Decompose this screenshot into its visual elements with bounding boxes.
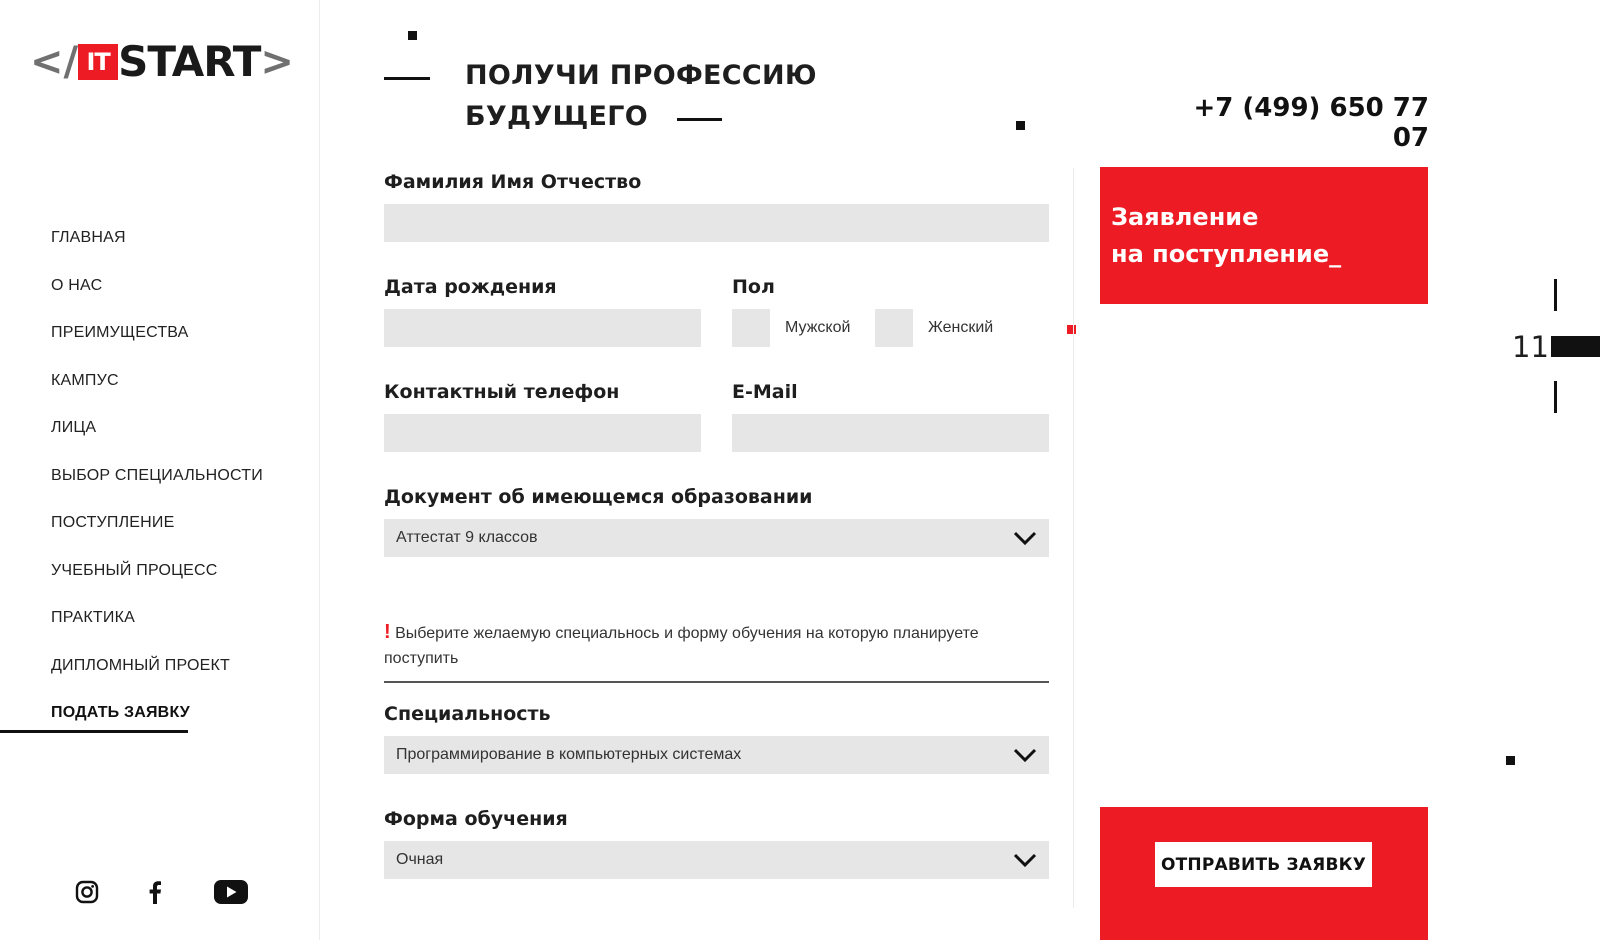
- nav-item-study-process[interactable]: УЧЕБНЫЙ ПРОЦЕСС: [51, 561, 218, 579]
- logo-it-badge: IT: [78, 44, 118, 80]
- gender-label: Пол: [732, 276, 775, 298]
- study-form-select[interactable]: [384, 841, 1049, 879]
- nav-item-faces[interactable]: ЛИЦА: [51, 419, 97, 436]
- deco-vertical-bar: [1554, 381, 1557, 413]
- nav-item-campus[interactable]: КАМПУС: [51, 371, 119, 389]
- chevron-down-icon: [1013, 850, 1037, 870]
- logo[interactable]: [30, 37, 294, 86]
- contact-phone-label: Контактный телефон: [384, 381, 620, 403]
- deco-square: [1506, 756, 1515, 765]
- contact-phone-field[interactable]: [384, 414, 701, 452]
- specialty-notice: [384, 620, 1049, 683]
- specialty-label: Специальность: [384, 703, 551, 725]
- fio-label: Фамилия Имя Отчество: [384, 171, 642, 193]
- nav-item-apply[interactable]: ПОДАТЬ ЗАЯВКУ: [51, 704, 190, 721]
- nav-item-diploma[interactable]: ДИПЛОМНЫЙ ПРОЕКТ: [51, 656, 231, 674]
- facebook-icon[interactable]: [148, 880, 162, 909]
- deco-red-square: [1067, 325, 1076, 334]
- fio-field[interactable]: [384, 204, 1049, 242]
- page-title-line1: ПОЛУЧИ ПРОФЕССИЮ: [465, 60, 817, 91]
- instagram-icon[interactable]: [75, 880, 99, 909]
- page-title: [465, 55, 817, 137]
- chevron-down-icon: [1013, 528, 1037, 548]
- notice-text: Выберите желаемую специальнось и форму обучения на которую планируете поступить: [384, 625, 979, 667]
- column-divider: [1073, 168, 1074, 908]
- deco-square: [408, 31, 417, 40]
- deco-horizontal-bar: [1551, 336, 1600, 357]
- application-title-panel: Заявление на поступление_: [1100, 167, 1428, 304]
- nav-active-underline: [0, 730, 188, 733]
- gender-female-radio[interactable]: [875, 309, 913, 347]
- nav-item-about[interactable]: О НАС: [51, 276, 103, 294]
- deco-square: [1016, 121, 1025, 130]
- logo-start-text: START: [118, 37, 261, 86]
- page-title-line2: БУДУЩЕГО: [465, 101, 649, 132]
- logo-open-bracket: </: [30, 39, 79, 85]
- birth-date-label: Дата рождения: [384, 276, 557, 298]
- study-form-label: Форма обучения: [384, 808, 568, 830]
- deco-vertical-bar: [1554, 279, 1557, 311]
- specialty-value: Программирование в компьютерных системах: [396, 746, 742, 763]
- nav-item-admission[interactable]: ПОСТУПЛЕНИЕ: [51, 514, 175, 531]
- deco-dash: [384, 77, 430, 80]
- birth-date-field[interactable]: [384, 309, 701, 347]
- nav-item-home[interactable]: ГЛАВНАЯ: [51, 229, 126, 246]
- study-form-value: Очная: [396, 851, 444, 868]
- education-doc-label: Документ об имеющемся образовании: [384, 486, 813, 508]
- submit-application-button[interactable]: ОТПРАВИТЬ ЗАЯВКУ: [1155, 842, 1372, 887]
- phone-link[interactable]: +7 (499) 650 77 07: [1193, 93, 1429, 153]
- logo-close-bracket: >: [260, 39, 294, 85]
- page-number: 11: [1512, 330, 1549, 364]
- gender-male-label[interactable]: Мужской: [785, 319, 851, 336]
- email-field[interactable]: [732, 414, 1049, 452]
- specialty-select[interactable]: [384, 736, 1049, 774]
- education-doc-select[interactable]: [384, 519, 1049, 557]
- nav-item-specialty[interactable]: ВЫБОР СПЕЦИАЛЬНОСТИ: [51, 466, 263, 484]
- email-label: E-Mail: [732, 381, 798, 403]
- youtube-icon[interactable]: [214, 880, 248, 909]
- gender-male-radio[interactable]: [732, 309, 770, 347]
- sidebar: [0, 0, 320, 940]
- warning-mark: !: [384, 621, 391, 643]
- nav-item-practice[interactable]: ПРАКТИКА: [51, 609, 135, 626]
- nav-item-advantages[interactable]: ПРЕИМУЩЕСТВА: [51, 324, 189, 341]
- gender-female-label[interactable]: Женский: [928, 319, 994, 336]
- education-doc-value: Аттестат 9 классов: [396, 529, 538, 546]
- main-nav: [51, 229, 263, 752]
- chevron-down-icon: [1013, 745, 1037, 765]
